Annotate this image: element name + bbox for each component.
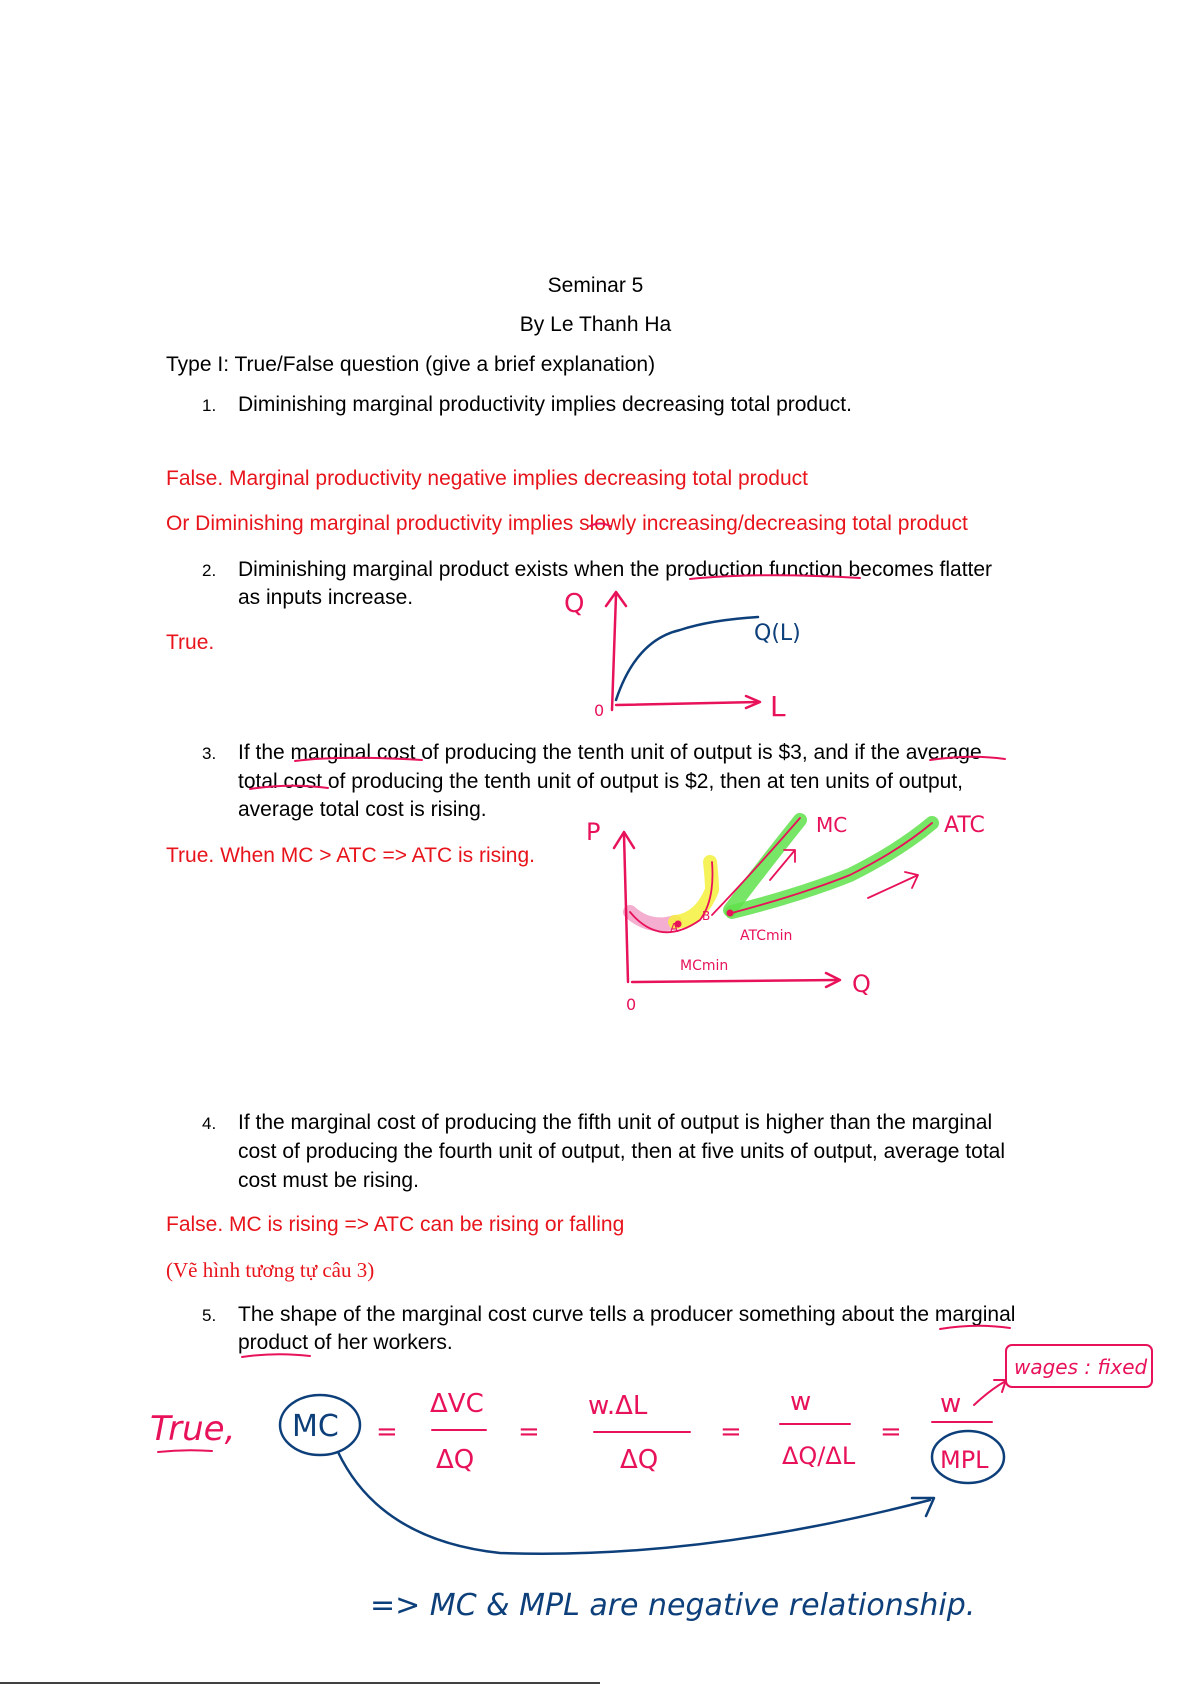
author-line: By Le Thanh Ha bbox=[519, 313, 672, 336]
sketch1-origin: 0 bbox=[594, 701, 605, 720]
atc-label: ATC bbox=[944, 813, 985, 838]
question-text: If the marginal cost of producing the fifth unit of output is higher than the marginal bbox=[238, 1111, 993, 1134]
y-axis bbox=[612, 595, 616, 710]
eq-sign: = bbox=[880, 1417, 902, 1447]
q-axis bbox=[632, 980, 838, 982]
answer-text: (Vẽ hình tương tự câu 3) bbox=[166, 1258, 375, 1282]
f3-numerator: w bbox=[790, 1387, 812, 1417]
true-label: True, bbox=[150, 1409, 236, 1449]
question-text: Diminishing marginal product exists when the production function becomes flatter bbox=[238, 558, 993, 581]
true-underline bbox=[158, 1450, 212, 1452]
question-number: 4. bbox=[202, 1114, 217, 1133]
wages-fixed-note: wages : fixed bbox=[1014, 1355, 1148, 1379]
sketch1-y-label: Q bbox=[564, 589, 585, 619]
answer-text: False. Marginal productivity negative implies decreasing total product bbox=[166, 467, 808, 490]
page-title: Seminar 5 bbox=[547, 274, 644, 297]
sketch1-x-label: L bbox=[770, 690, 786, 723]
underline-production-function bbox=[690, 575, 860, 579]
point-b bbox=[727, 910, 734, 917]
answer-text: True. bbox=[166, 631, 215, 654]
cost-curves-sketch bbox=[614, 818, 932, 987]
question-text: total cost of producing the tenth unit of output is $2, then at ten units of output, bbox=[238, 770, 963, 793]
conclusion: => MC & MPL are negative relationship. bbox=[370, 1588, 976, 1623]
question-number: 1. bbox=[202, 396, 217, 415]
rising-arrow-atc bbox=[868, 872, 918, 898]
question-text: as inputs increase. bbox=[238, 586, 414, 609]
sketch2-y-label: P bbox=[586, 818, 601, 846]
underline-average bbox=[930, 757, 1005, 760]
production-function-sketch bbox=[606, 592, 760, 710]
underline-product bbox=[242, 1354, 310, 1357]
point-a-label: A bbox=[670, 921, 679, 935]
question-text: product of her workers. bbox=[238, 1331, 453, 1354]
q-of-l-curve bbox=[616, 617, 758, 700]
strike-mark bbox=[590, 524, 610, 527]
sketch2-origin: 0 bbox=[626, 995, 637, 1014]
f1-denominator: ΔQ bbox=[436, 1445, 475, 1475]
note-arrow bbox=[974, 1380, 1006, 1405]
f4-denominator: MPL bbox=[940, 1446, 989, 1474]
f1-numerator: ΔVC bbox=[430, 1389, 484, 1419]
eq-sign: = bbox=[376, 1417, 398, 1447]
underline-total-cost bbox=[250, 786, 328, 789]
underline-marginal-cost bbox=[295, 758, 422, 761]
answer-text: Or Diminishing marginal productivity implies slowly increasing/decreasing total product bbox=[166, 512, 968, 535]
f2-denominator: ΔQ bbox=[620, 1445, 659, 1475]
answer-text: True. When MC > ATC => ATC is rising. bbox=[166, 844, 535, 867]
underline-out-the bbox=[940, 1326, 1010, 1329]
x-axis bbox=[616, 702, 758, 705]
sketch2-x-label: Q bbox=[852, 970, 871, 998]
question-text: average total cost is rising. bbox=[238, 798, 487, 821]
question-number: 5. bbox=[202, 1306, 217, 1325]
section-heading: Type I: True/False question (give a brief explanation) bbox=[166, 353, 656, 376]
question-text: If the marginal cost of producing the tenth unit of output is $3, and if the average bbox=[238, 741, 982, 764]
eq-sign: = bbox=[518, 1417, 540, 1447]
mc-label: MC bbox=[816, 813, 848, 837]
question-text: Diminishing marginal productivity implies decreasing total product. bbox=[238, 393, 852, 416]
f4-numerator: w bbox=[940, 1389, 962, 1419]
sketch1-curve-label: Q(L) bbox=[754, 621, 801, 646]
mc-min-label: MCmin bbox=[680, 958, 729, 974]
f3-denominator: ΔQ/ΔL bbox=[782, 1442, 856, 1470]
point-b-label: B bbox=[702, 909, 711, 923]
atc-min-label: ATCmin bbox=[740, 928, 793, 944]
f2-numerator: w.ΔL bbox=[588, 1391, 648, 1421]
answer-text: False. MC is rising => ATC can be rising or falling bbox=[166, 1213, 625, 1236]
mc-handwritten: MC bbox=[292, 1409, 339, 1444]
question-text: cost of producing the fourth unit of output, then at five units of output, average total bbox=[238, 1140, 1006, 1163]
question-number: 3. bbox=[202, 744, 217, 763]
question-number: 2. bbox=[202, 561, 217, 580]
eq-sign: = bbox=[720, 1417, 742, 1447]
question-text: The shape of the marginal cost curve tells a producer something about the marginal bbox=[238, 1303, 1016, 1326]
question-text: cost must be rising. bbox=[238, 1169, 419, 1192]
